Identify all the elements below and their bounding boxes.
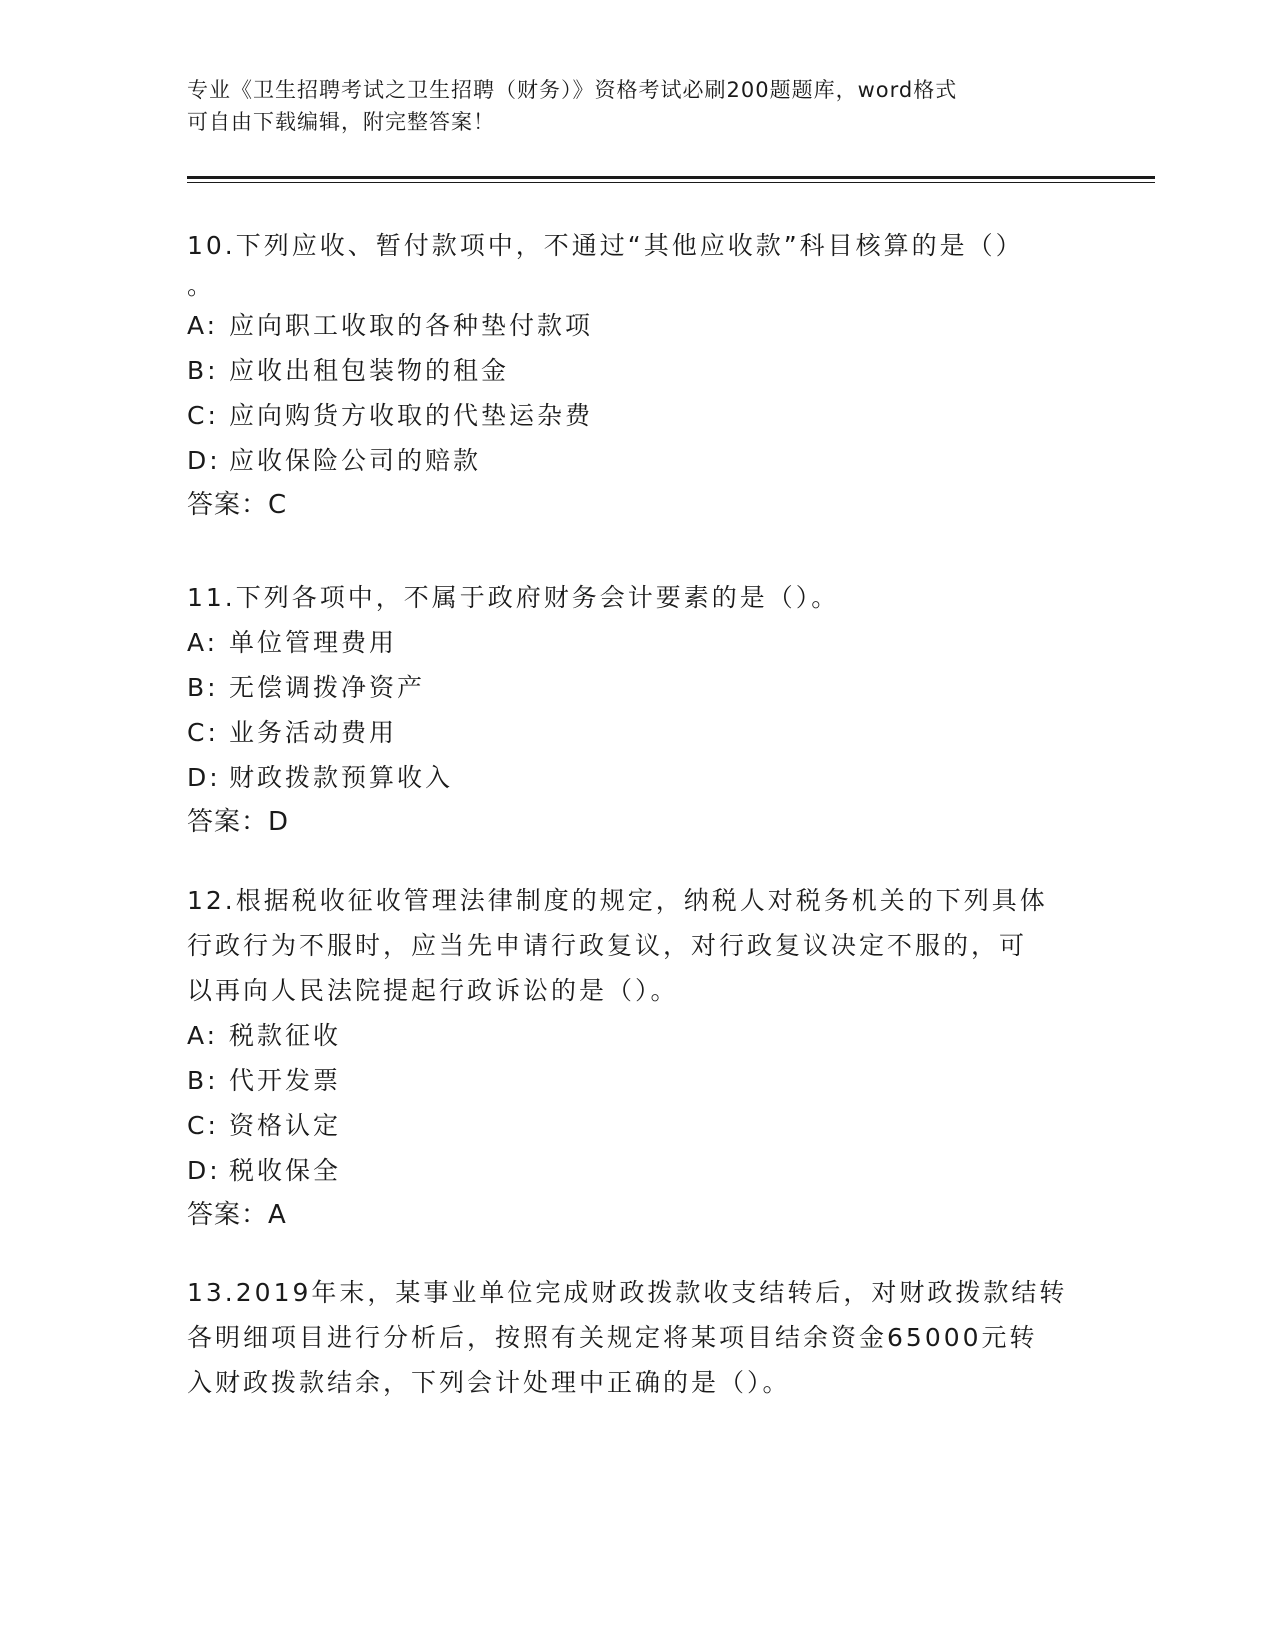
question-11	[187, 575, 1087, 845]
question-text-line: 。	[187, 271, 216, 300]
option-text: 税款征收	[229, 1021, 342, 1050]
question-text-line: 以再向人民法院提起行政诉讼的是（）。	[187, 976, 679, 1005]
option-key: A:	[187, 628, 219, 657]
option-c	[187, 393, 1087, 438]
option-key: C:	[187, 1111, 219, 1140]
divider-thick-line	[187, 176, 1155, 179]
question-12	[187, 878, 1087, 1238]
option-a	[187, 620, 1087, 665]
option-d	[187, 438, 1087, 483]
option-key: C:	[187, 401, 219, 430]
option-text: 应收出租包装物的租金	[229, 356, 510, 385]
option-text: 业务活动费用	[229, 718, 398, 747]
question-text-line: 13.2019年末，某事业单位完成财政拨款收支结转后，对财政拨款结转	[187, 1278, 1068, 1307]
header-line-2: 可自由下载编辑，附完整答案！	[187, 110, 495, 134]
option-a	[187, 1013, 1087, 1058]
question-text-line: 行政行为不服时，应当先申请行政复议，对行政复议决定不服的，可	[187, 931, 1028, 960]
option-key: D:	[187, 1156, 221, 1185]
option-text: 应向职工收取的各种垫付款项	[229, 311, 594, 340]
option-a	[187, 303, 1087, 348]
option-key: A:	[187, 1021, 219, 1050]
question-text-line: 11.下列各项中，不属于政府财务会计要素的是（）。	[187, 583, 840, 612]
option-key: D:	[187, 763, 221, 792]
option-c	[187, 710, 1087, 755]
header-divider	[187, 176, 1155, 183]
divider-thin-line	[187, 182, 1155, 183]
option-text: 单位管理费用	[229, 628, 398, 657]
answer-label: 答案：D	[187, 807, 290, 837]
option-key: D:	[187, 446, 221, 475]
option-d	[187, 755, 1087, 800]
header-line-1: 专业《卫生招聘考试之卫生招聘（财务）》资格考试必刷200题题库，word格式	[187, 78, 958, 102]
option-text: 资格认定	[229, 1111, 342, 1140]
option-b	[187, 665, 1087, 710]
option-c	[187, 1103, 1087, 1148]
question-text-line: 各明细项目进行分析后，按照有关规定将某项目结余资金65000元转	[187, 1323, 1038, 1352]
option-text: 代开发票	[229, 1066, 342, 1095]
option-text: 应收保险公司的赔款	[229, 446, 482, 475]
option-key: B:	[187, 1066, 219, 1095]
option-key: B:	[187, 356, 219, 385]
question-10	[187, 223, 1087, 528]
answer-label: 答案：C	[187, 490, 288, 520]
option-text: 无偿调拨净资产	[229, 673, 426, 702]
question-text-line: 入财政拨款结余，下列会计处理中正确的是（）。	[187, 1368, 791, 1397]
question-text-line: 12.根据税收征收管理法律制度的规定，纳税人对税务机关的下列具体	[187, 886, 1048, 915]
option-key: B:	[187, 673, 219, 702]
question-13	[187, 1270, 1087, 1405]
option-text: 税收保全	[229, 1156, 342, 1185]
answer-label: 答案：A	[187, 1200, 287, 1230]
option-text: 应向购货方收取的代垫运杂费	[229, 401, 594, 430]
option-text: 财政拨款预算收入	[229, 763, 454, 792]
option-key: A:	[187, 311, 219, 340]
option-d	[187, 1148, 1087, 1193]
option-b	[187, 1058, 1087, 1103]
question-text-line: 10.下列应收、暂付款项中，不通过“其他应收款”科目核算的是（）	[187, 231, 1024, 260]
option-key: C:	[187, 718, 219, 747]
document-header	[187, 74, 1067, 138]
option-b	[187, 348, 1087, 393]
